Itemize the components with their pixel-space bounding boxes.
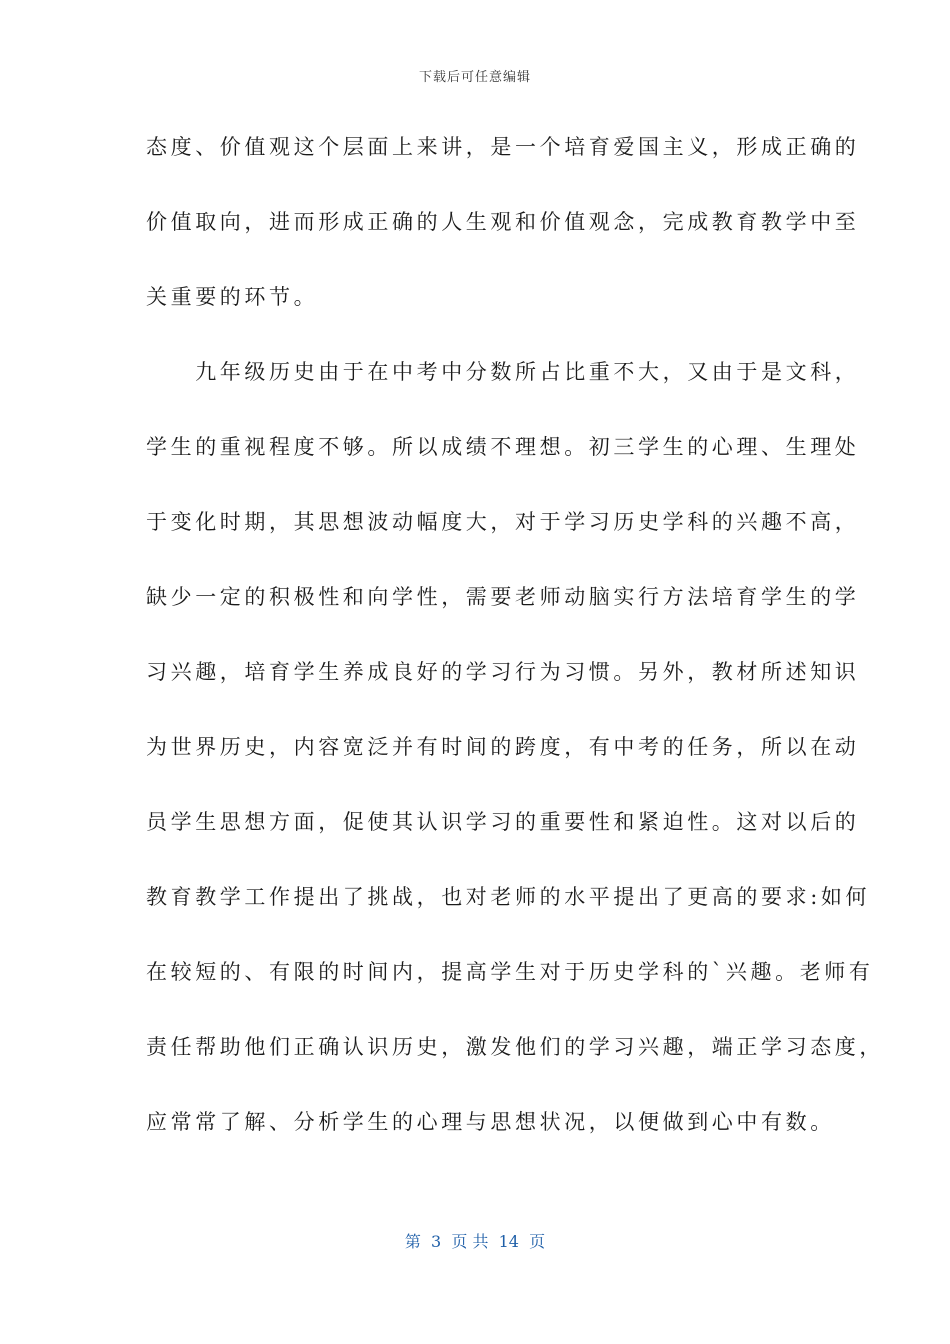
text-line: 于变化时期，其思想波动幅度大，对于学习历史学科的兴趣不高，	[146, 510, 860, 534]
page-header: 下载后可任意编辑	[418, 70, 531, 85]
text-line: 员学生思想方面，促使其认识学习的重要性和紧迫性。这对以后的	[146, 810, 860, 834]
text-line: 应常常了解、分析学生的心理与思想状况，以便做到心中有数。	[146, 1110, 835, 1134]
text-line: 九年级历史由于在中考中分数所占比重不大，又由于是文科，	[146, 360, 860, 384]
text-line: 态度、价值观这个层面上来讲，是一个培育爱国主义，形成正确的	[146, 135, 860, 159]
text-line: 责任帮助他们正确认识历史，激发他们的学习兴趣，端正学习态度，	[146, 1035, 884, 1059]
body-text	[146, 127, 884, 1177]
text-line: 关重要的环节。	[146, 285, 319, 309]
text-line: 价值取向，进而形成正确的人生观和价值观念，完成教育教学中至	[146, 210, 860, 234]
text-line: 在较短的、有限的时间内，提高学生对于历史学科的`兴趣。老师有	[146, 960, 874, 984]
text-line: 习兴趣，培育学生养成良好的学习行为习惯。另外，教材所述知识	[146, 660, 860, 684]
text-line: 教育教学工作提出了挑战，也对老师的水平提出了更高的要求:如何	[146, 885, 871, 909]
text-line: 为世界历史，内容宽泛并有时间的跨度，有中考的任务，所以在动	[146, 735, 860, 759]
page-number-footer: 第 3 页 共 14 页	[404, 1232, 546, 1251]
text-line: 缺少一定的积极性和向学性，需要老师动脑实行方法培育学生的学	[146, 585, 860, 609]
text-line: 学生的重视程度不够。所以成绩不理想。初三学生的心理、生理处	[146, 435, 860, 459]
